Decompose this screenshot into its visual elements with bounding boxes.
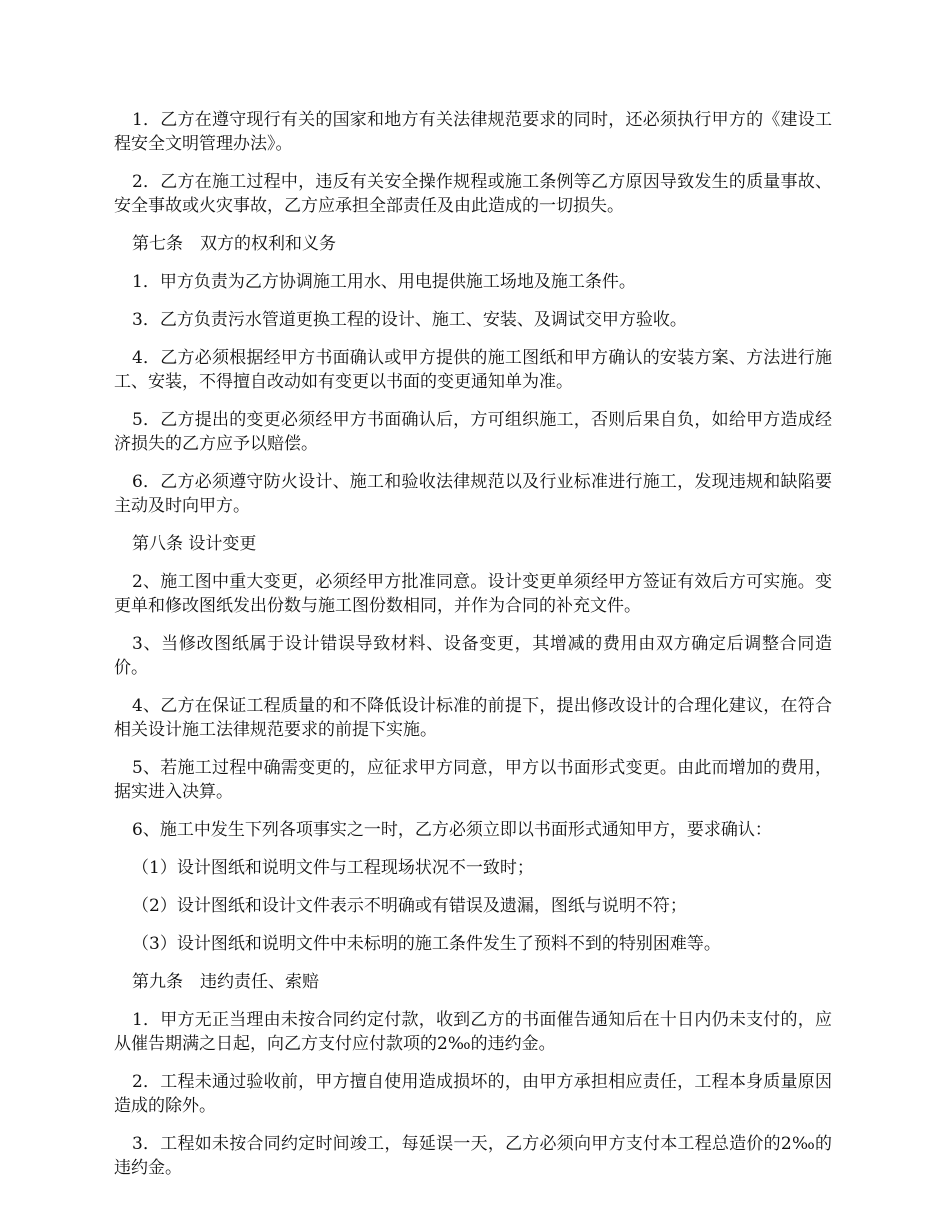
clause-paragraph: 2．工程未通过验收前，甲方擅自使用造成损坏的，由甲方承担相应责任，工程本身质量原因造成的除外。 [114, 1072, 832, 1116]
document-body [114, 108, 832, 1194]
clause-paragraph: 3．乙方负责污水管道更换工程的设计、施工、安装、及调试交甲方验收。 [132, 310, 687, 330]
clause-paragraph: 3．工程如未按合同约定时间竣工，每延误一天，乙方必须向甲方支付本工程总造价的2‰的违约金。 [114, 1134, 832, 1178]
sub-item: （3）设计图纸和说明文件中未标明的施工条件发生了预料不到的特别困难等。 [132, 934, 721, 954]
clause-paragraph: 4、乙方在保证工程质量的和不降低设计标准的前提下，提出修改设计的合理化建议，在符合相关设计施工法律规范要求的前提下实施。 [114, 696, 832, 740]
clause-paragraph: 1．乙方在遵守现行有关的国家和地方有关法律规范要求的同时，还必须执行甲方的《建设工程安全文明管理办法》。 [114, 110, 832, 154]
clause-paragraph: 2、施工图中重大变更，必须经甲方批准同意。设计变更单须经甲方签证有效后方可实施。变更单和修改图纸发出份数与施工图份数相同，并作为合同的补充文件。 [114, 572, 832, 616]
article-heading: 第八条 设计变更 [132, 534, 257, 554]
sub-item: （2）设计图纸和设计文件表示不明确或有错误及遗漏，图纸与说明不符； [132, 896, 687, 916]
clause-paragraph: 6．乙方必须遵守防火设计、施工和验收法律规范以及行业标准进行施工，发现违规和缺陷要主动及时向甲方。 [114, 472, 832, 516]
article-heading: 第七条 双方的权利和义务 [132, 234, 336, 254]
clause-paragraph: 2．乙方在施工过程中，违反有关安全操作规程或施工条例等乙方原因导致发生的质量事故、安全事故或火灾事故，乙方应承担全部责任及由此造成的一切损失。 [114, 172, 832, 216]
sub-item: （1）设计图纸和说明文件与工程现场状况不一致时； [132, 858, 534, 878]
clause-paragraph: 5、若施工过程中确需变更的，应征求甲方同意，甲方以书面形式变更。由此而增加的费用，据实进入决算。 [114, 758, 832, 802]
clause-paragraph: 3、当修改图纸属于设计错误导致材料、设备变更，其增减的费用由双方确定后调整合同造价。 [114, 634, 832, 678]
clause-paragraph: 6、施工中发生下列各项事实之一时，乙方必须立即以书面形式通知甲方，要求确认： [132, 820, 772, 840]
clause-paragraph: 5．乙方提出的变更必须经甲方书面确认后，方可组织施工，否则后果自负，如给甲方造成经济损失的乙方应予以赔偿。 [114, 410, 832, 454]
clause-paragraph: 1．甲方负责为乙方协调施工用水、用电提供施工场地及施工条件。 [132, 272, 636, 292]
article-heading: 第九条 违约责任、索赔 [132, 972, 319, 992]
clause-paragraph: 1．甲方无正当理由未按合同约定付款，收到乙方的书面催告通知后在十日内仍未支付的，应从催告期满之日起，向乙方支付应付款项的2‰的违约金。 [114, 1010, 832, 1054]
clause-paragraph: 4．乙方必须根据经甲方书面确认或甲方提供的施工图纸和甲方确认的安装方案、方法进行施工、安装，不得擅自改动如有变更以书面的变更通知单为准。 [114, 348, 832, 392]
